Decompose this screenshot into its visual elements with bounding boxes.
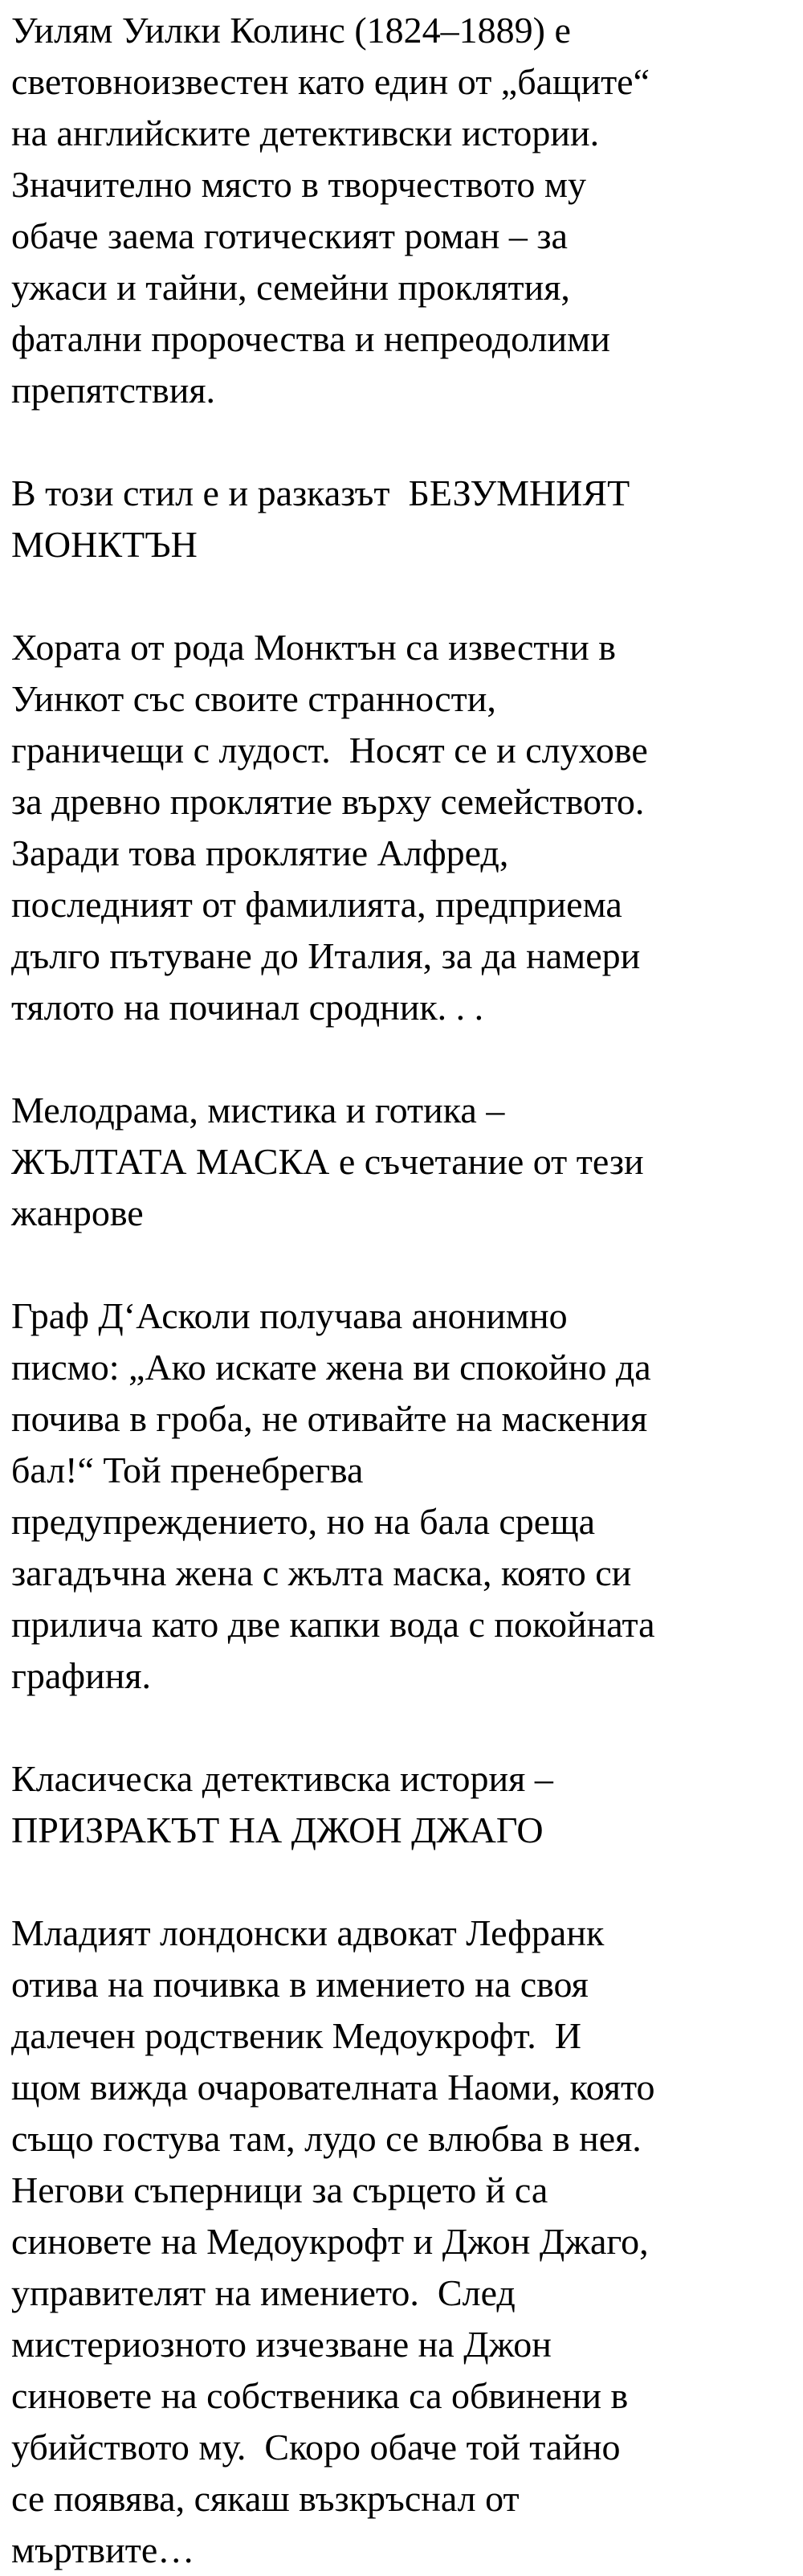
story-heading-mad-monkton: В този стил е и разказът БЕЗУМНИЯТ МОНКТЪН: [11, 472, 630, 565]
intro-paragraph: Уилям Уилки Колинс (1824–1889) е световноизвестен като един от „бащите“ на английските детективски истории. Значително място в творчеството му обаче заема готическият роман – за ужаси и тайни, семейни проклятия, фатални пророчества и непреодолими препятствия.: [11, 10, 650, 411]
story-summary-john-jago: Младият лондонски адвокат Лефранк отива на почивка в имението на своя далечен родственик Медоукрофт. И щом вижда очарователната Наоми, която също гостува там, лудо се влюбва в нея. Негови съперници за сърцето й са синовете на Медоукрофт и Джон Джаго, управителят на имението. След мистериозното изчезване на Джон синовете на собственика са обвинени в убийството му. Скоро обаче той тайно се появява, сякаш възкръснал от мъртвите…: [11, 1912, 655, 2570]
story-summary-yellow-mask: Граф Д‘Асколи получава анонимно писмо: „Ако искате жена ви спокойно да почива в гроба, не отивайте на маскения бал!“ Той пренебрегва предупреждението, но на бала среща загадъчна жена с жълта маска, която си прилича като две капки вода с покойната графиня.: [11, 1295, 655, 1696]
story-heading-john-jago: Класическа детективска история – ПРИЗРАКЪТ НА ДЖОН ДЖАГО: [11, 1758, 553, 1850]
story-summary-mad-monkton: Хората от рода Монктън са известни в Уинкот със своите странности, граничещи с лудост. Носят се и слухове за древно проклятие върху семейството. Заради това проклятие Алфред, последният от фамилията, предприема дълго пътуване до Италия, за да намери тялото на починал сродник. . .: [11, 627, 648, 1028]
story-heading-yellow-mask: Мелодрама, мистика и готика – ЖЪЛТАТА МАСКА е съчетание от тези жанрове: [11, 1090, 644, 1233]
document-body: [11, 5, 798, 2576]
